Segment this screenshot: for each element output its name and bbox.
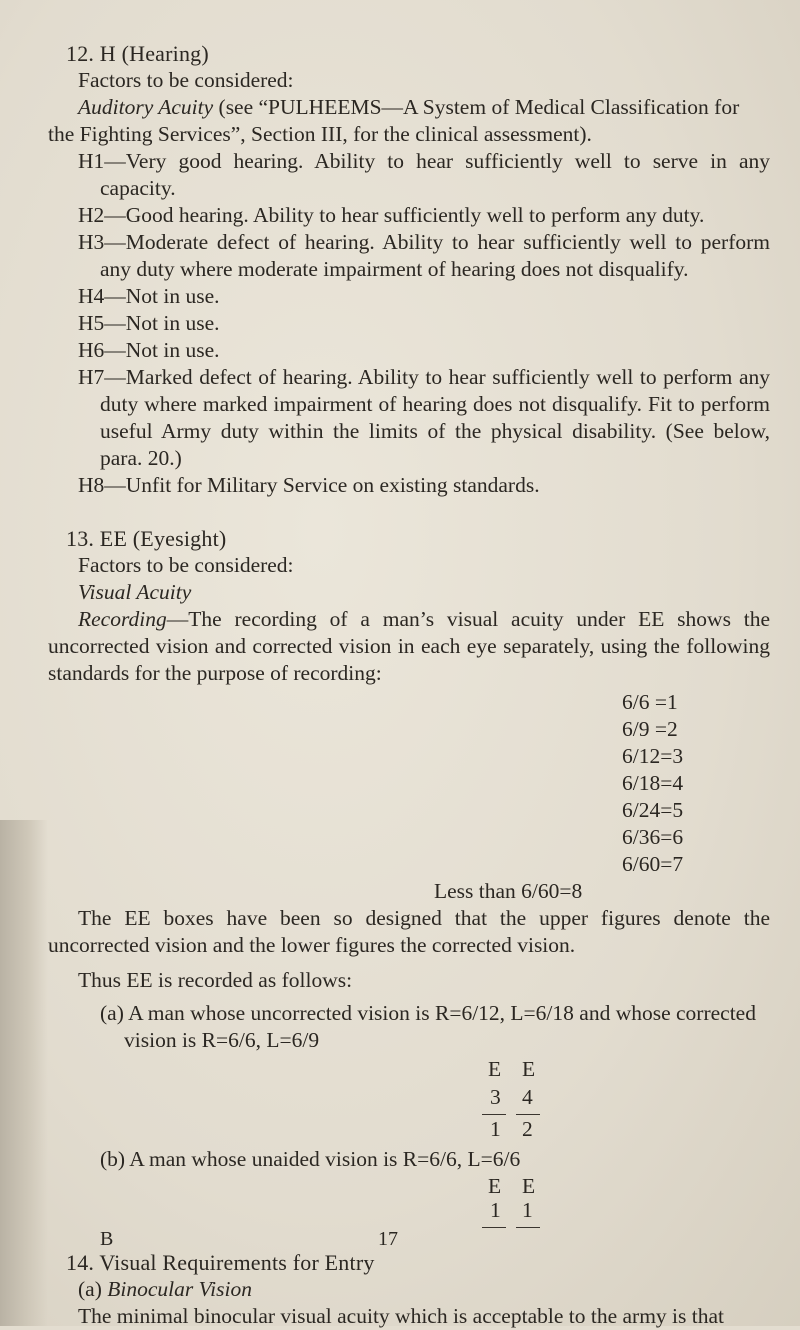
hearing-grade-h6: H6—Not in use.: [78, 338, 220, 362]
binocular-vision-text: The minimal binocular visual acuity which is acceptable to the army is that: [78, 1304, 724, 1328]
recording-label: Recording: [78, 607, 167, 631]
auditory-acuity-label: Auditory Acuity: [78, 95, 214, 119]
hearing-grade-h4: H4—Not in use.: [78, 284, 220, 308]
hearing-grade-h1: H1—Very good hearing. Ability to hear sufficiently well to serve in any capacity.: [78, 149, 770, 200]
recording-paragraph: [48, 606, 770, 687]
auditory-acuity-text-2: the Fighting Services”, Section III, for the clinical assessment).: [48, 122, 592, 146]
hearing-grade-h5: H5—Not in use.: [78, 311, 220, 335]
hearing-grade-h3: H3—Moderate defect of hearing. Ability to hear sufficiently well to perform any duty where moderate impairment of hearing does not disqualify.: [78, 230, 770, 281]
example-b: (b) A man whose unaided vision is R=6/6, L=6/6: [100, 1147, 521, 1171]
section-14-heading: 14. Visual Requirements for Entry: [66, 1250, 375, 1275]
page-edge-shadow: [0, 820, 48, 1326]
ee-box-a-upper-2: 4: [522, 1085, 533, 1109]
ee-box-b-header-2: E: [522, 1174, 536, 1198]
scale-row: 6/60=7: [622, 852, 684, 876]
example-a: (a) A man whose uncorrected vision is R=6/12, L=6/18 and whose corrected vision is R=6/6, L=6/9: [100, 1001, 756, 1052]
visual-acuity-scale: [48, 689, 770, 905]
hearing-grade-h2: H2—Good hearing. Ability to hear sufficiently well to perform any duty.: [78, 203, 705, 227]
ee-box-b-divider-left: [482, 1227, 506, 1228]
ee-box-b-upper-1: 1: [490, 1198, 501, 1222]
ee-box-a-header-1: E: [488, 1057, 502, 1081]
scale-row: 6/36=6: [622, 825, 684, 849]
auditory-acuity-line: [48, 94, 770, 121]
visual-acuity-label: Visual Acuity: [78, 580, 192, 604]
ee-box-a-header-2: E: [522, 1057, 536, 1081]
ee-box-a-upper-1: 3: [490, 1085, 501, 1109]
section-13-heading: 13. EE (Eyesight): [66, 526, 227, 551]
ee-box-b-divider-right: [516, 1227, 540, 1228]
recording-text: —The recording of a man’s visual acuity under EE shows the uncorrected vision and corrected vision in each eye separately, using the following standards for the purpose of recording:: [48, 607, 770, 685]
ee-box-a-divider-left: [482, 1114, 506, 1115]
binocular-vision-subheading: (a) Binocular Vision: [78, 1277, 252, 1301]
ee-box-example-a: [48, 1054, 770, 1140]
scale-row: 6/24=5: [622, 798, 684, 822]
scale-row: 6/9 =2: [622, 717, 678, 741]
document-body: [48, 40, 770, 1330]
hearing-grades-list: [48, 148, 770, 499]
page-number: 17: [378, 1228, 398, 1250]
section-13-factors: Factors to be considered:: [78, 553, 294, 577]
ee-boxes-paragraph: The EE boxes have been so designed that the upper figures denote the uncorrected vision and the lower figures the corrected vision.: [48, 906, 770, 957]
hearing-grade-h7: H7—Marked defect of hearing. Ability to hear sufficiently well to perform any duty where marked impairment of hearing does not disqualify. Fit to perform useful Army duty within the limits of the physical disability. (See below, para. 20.): [78, 365, 770, 470]
section-12-heading: 12. H (Hearing): [66, 41, 209, 66]
ee-box-b-header-1: E: [488, 1174, 502, 1198]
scale-row: 6/6 =1: [622, 690, 678, 714]
scale-row: 6/12=3: [622, 744, 684, 768]
ee-box-a-lower-2: 2: [522, 1117, 533, 1141]
signature-mark: B: [100, 1228, 114, 1250]
hearing-grade-h8: H8—Unfit for Military Service on existing standards.: [78, 473, 540, 497]
scale-row-last: Less than 6/60=8: [434, 879, 583, 903]
ee-box-a-lower-1: 1: [490, 1117, 501, 1141]
thus-recorded-line: Thus EE is recorded as follows:: [78, 968, 353, 992]
ee-box-example-b: [48, 1173, 770, 1237]
auditory-acuity-text-1: (see “PULHEEMS—A System of Medical Classification for: [213, 95, 740, 119]
scale-row: 6/18=4: [622, 771, 684, 795]
ee-box-b-upper-2: 1: [522, 1198, 533, 1222]
section-12-factors: Factors to be considered:: [78, 68, 294, 92]
ee-box-a-divider-right: [516, 1114, 540, 1115]
page-footer: [100, 1228, 398, 1251]
